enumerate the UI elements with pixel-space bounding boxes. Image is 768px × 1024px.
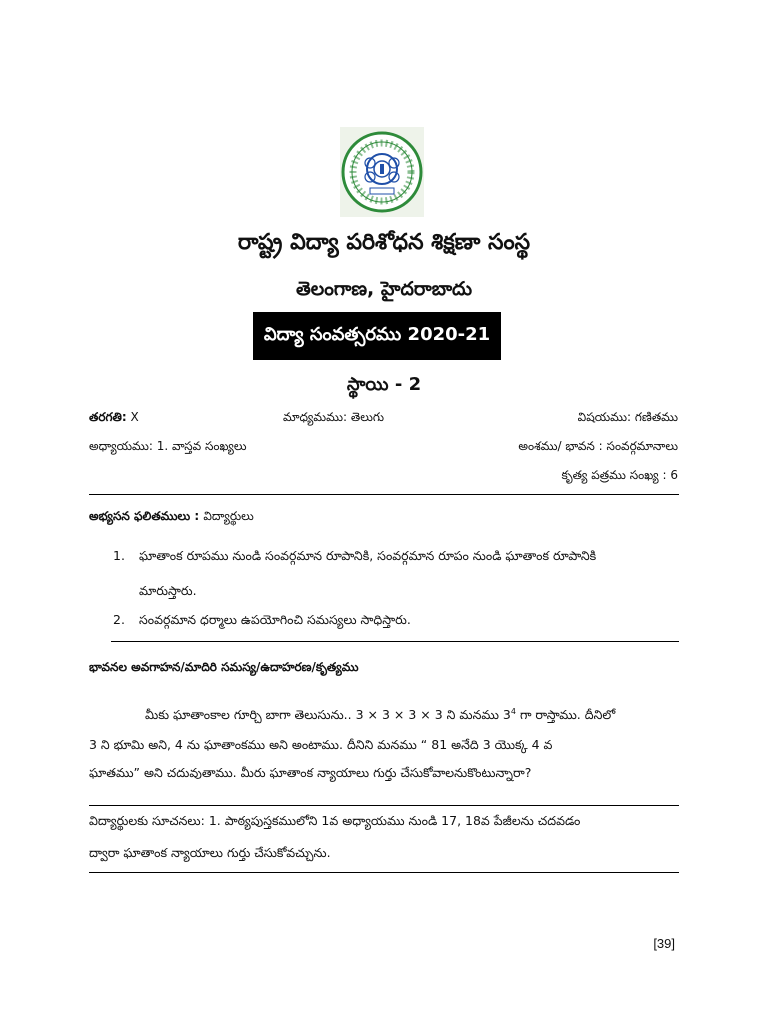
learning-outcomes-label: అభ్యసన ఫలితములు : (89, 509, 200, 523)
class-info (89, 410, 139, 427)
student-hints-line (89, 806, 580, 835)
outcome-number: 2. (113, 612, 125, 627)
learning-outcomes-subject: విద్యార్థులు (203, 509, 254, 523)
exponent: 4 (510, 707, 516, 716)
subject-label: విషయము: (577, 410, 632, 424)
class-value: X (130, 410, 139, 424)
concept-paragraph-line: ఘాతము” అని చదువుతాము. మీరు ఘాతాంక న్యాయాలు గుర్తు చేసుకోవాలనుకొంటున్నారా? (89, 765, 532, 780)
subject-info (578, 410, 678, 427)
location-subtitle: తెలంగాణ, హైదరాబాదు (295, 278, 473, 300)
concept-paragraph-line: 3 ని భూమి అని, 4 ను ఘాతాంకము అని అంటాము. దీనిని మనము “ 81 అనేది 3 యొక్క 4 వ (89, 737, 553, 752)
level-heading: స్థాయి - 2 (346, 374, 422, 395)
chapter-label: అధ్యాయము: (89, 439, 153, 453)
concepts-heading: భావనల అవగాహన/మాదిరి సమస్య/ఉదాహరణ/కృత్యము (89, 660, 359, 674)
student-hints-label: విద్యార్థులకు సూచనలు: (89, 813, 205, 828)
outcome-item-text: ఘాతాంక రూపము నుండి సంవర్గమాన రూపానికి, సంవర్గమాన రూపం నుండి ఘాతాంక రూపానికి (139, 548, 597, 563)
learning-outcomes-heading (89, 509, 254, 526)
institution-title: రాష్ట్ర విద్యా పరిశోధన శిక్షణా సంస్థ (237, 230, 531, 255)
scert-logo (340, 127, 424, 217)
concept-paragraph-line (145, 697, 615, 729)
concept-info (518, 439, 678, 456)
outcome-item-text: సంవర్గమాన ధర్మాలు ఉపయోగించి సమస్యలు సాధిస్తారు. (139, 612, 411, 627)
page-number: [39] (653, 936, 675, 951)
worksheet-number-value: 6 (670, 468, 678, 482)
divider (111, 641, 679, 642)
chapter-info (89, 439, 247, 456)
medium-label: మాధ్యమము: (283, 410, 348, 424)
concept-label: అంశము/ భావన : (518, 439, 603, 453)
student-hints-text: 1. పాఠ్యపుస్తకములోని 1వ అధ్యాయము నుండి 17, 18వ పేజీలను చదవడం (208, 813, 581, 828)
academic-year-label: విద్యా సంవత్సరము 2020-21 (263, 323, 491, 345)
subject-value: గణితము (634, 410, 678, 424)
worksheet-number-info (562, 468, 678, 485)
concept-text: గా రాస్తాము. దీనిలో (515, 707, 616, 723)
scert-emblem-icon (340, 127, 424, 217)
class-label: తరగతి: (89, 410, 127, 424)
medium-info (283, 410, 384, 427)
outcome-item-text-continued: మారుస్తారు. (139, 583, 197, 598)
medium-value: తెలుగు (350, 410, 385, 424)
concept-text: మీకు ఘాతాంకాల గూర్చి బాగా తెలుసును.. 3 × 3 × 3 × 3 ని మనము 3 (145, 707, 511, 723)
academic-year-banner (253, 312, 501, 360)
divider (89, 872, 679, 873)
worksheet-number-label: కృత్య పత్రము సంఖ్య : (561, 468, 667, 482)
outcome-number: 1. (113, 548, 125, 563)
chapter-value: 1. వాస్తవ సంఖ్యలు (156, 439, 247, 453)
student-hints-line: ద్వారా ఘాతాంక న్యాయాలు గుర్తు చేసుకోవచ్చును. (89, 845, 331, 860)
concept-value: సంవర్గమానాలు (606, 439, 678, 453)
divider (89, 494, 679, 495)
